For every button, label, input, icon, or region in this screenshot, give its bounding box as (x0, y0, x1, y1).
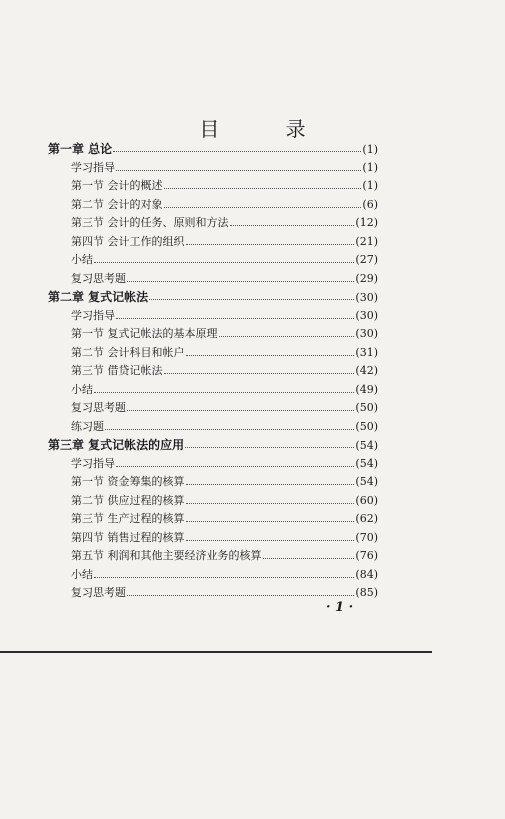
toc-entry (48, 196, 378, 215)
toc-page-number: (21) (355, 234, 378, 248)
toc-entry-label: 小结 (71, 567, 93, 581)
toc-entry (48, 159, 378, 178)
dot-leader (186, 483, 355, 485)
toc-entry (48, 381, 378, 400)
toc-page-number: (54) (355, 456, 378, 470)
toc-entry (48, 418, 378, 437)
toc-entry (48, 455, 378, 474)
toc-chapter (48, 140, 378, 159)
toc-entry-label: 学习指导 (71, 456, 115, 470)
toc-page-number: (1) (362, 179, 378, 192)
page-bottom-rule (0, 651, 432, 653)
dot-leader (94, 261, 354, 263)
toc-entry (48, 510, 378, 529)
dot-leader (263, 557, 355, 559)
toc-entry-label: 复习思考题 (71, 586, 126, 599)
dot-leader (164, 206, 362, 208)
toc-page-number: (29) (355, 271, 378, 285)
dot-leader (116, 465, 354, 467)
toc-entry (48, 473, 378, 492)
toc-page-number: (49) (355, 382, 378, 396)
toc-page-number: (30) (355, 308, 378, 322)
toc-entry-label: 第四节 销售过程的核算 (71, 530, 185, 544)
page-title: 目 录 (199, 117, 336, 142)
dot-leader (116, 317, 354, 319)
toc-page-number: (54) (355, 439, 378, 452)
toc-page-number: (62) (355, 512, 378, 525)
toc-entry-label: 第一章 总论 (48, 142, 113, 156)
dot-leader (219, 335, 355, 337)
dot-leader (230, 224, 355, 226)
toc-entry (48, 251, 378, 270)
toc-entry-label: 学习指导 (71, 308, 115, 322)
toc-page-number: (60) (355, 493, 378, 507)
toc-entry-label: 复习思考题 (71, 401, 126, 414)
dot-leader (94, 576, 354, 578)
toc-entry-label: 第四节 会计工作的组织 (71, 234, 185, 248)
dot-leader (164, 372, 355, 374)
toc-page-number: (1) (362, 160, 378, 174)
toc-entry (48, 307, 378, 326)
dot-leader (186, 354, 355, 356)
toc-entry (48, 529, 378, 548)
toc-page-number: (30) (355, 291, 378, 304)
toc-entry-label: 第三节 借贷记帐法 (71, 364, 163, 377)
toc-entry-label: 第一节 资金筹集的核算 (71, 475, 185, 488)
toc-page-number: (50) (355, 419, 378, 433)
toc-page-number: (70) (355, 530, 378, 544)
dot-leader (164, 187, 362, 189)
toc-entry-label: 第一节 会计的概述 (71, 179, 163, 192)
toc-page-number: (54) (355, 475, 378, 488)
toc-page-number: (42) (355, 364, 378, 377)
dot-leader (113, 150, 361, 152)
dot-leader (94, 391, 354, 393)
toc-entry-label: 第二节 会计的对象 (71, 197, 163, 211)
dot-leader (185, 446, 354, 448)
dot-leader (186, 243, 355, 245)
dot-leader (186, 520, 355, 522)
page-number: · 1 · (326, 600, 354, 615)
toc-chapter (48, 436, 378, 455)
toc-page-number: (1) (362, 143, 378, 156)
toc-page-number: (85) (355, 586, 378, 599)
toc-entry (48, 325, 378, 344)
toc-entry (48, 177, 378, 196)
toc-page-number: (30) (355, 327, 378, 340)
dot-leader (116, 169, 361, 171)
table-of-contents (48, 140, 378, 603)
dot-leader (149, 298, 354, 300)
toc-entry (48, 566, 378, 585)
toc-entry (48, 547, 378, 566)
toc-entry-label: 第二节 供应过程的核算 (71, 493, 185, 507)
toc-entry (48, 344, 378, 363)
toc-entry (48, 233, 378, 252)
toc-entry-label: 第二章 复式记帐法 (48, 290, 149, 304)
toc-entry-label: 第五节 利润和其他主要经济业务的核算 (71, 549, 262, 562)
toc-entry (48, 399, 378, 418)
toc-entry-label: 第三章 复式记帐法的应用 (48, 438, 185, 452)
toc-page-number: (27) (355, 253, 378, 266)
toc-entry-label: 第二节 会计科目和帐户 (71, 345, 185, 359)
dot-leader (186, 502, 355, 504)
toc-page-number: (31) (355, 345, 378, 359)
toc-entry-label: 第一节 复式记帐法的基本原理 (71, 327, 218, 340)
dot-leader (127, 280, 354, 282)
dot-leader (186, 539, 355, 541)
toc-chapter (48, 288, 378, 307)
dot-leader (127, 409, 354, 411)
dot-leader (127, 594, 354, 596)
toc-entry-label: 练习题 (71, 419, 104, 433)
toc-entry-label: 学习指导 (71, 160, 115, 174)
toc-entry (48, 492, 378, 511)
toc-entry-label: 第三节 生产过程的核算 (71, 512, 185, 525)
toc-page-number: (76) (355, 549, 378, 562)
toc-entry-label: 第三节 会计的任务、原则和方法 (71, 216, 229, 229)
toc-page-number: (50) (355, 401, 378, 414)
toc-entry (48, 214, 378, 233)
dot-leader (105, 428, 354, 430)
toc-entry-label: 小结 (71, 382, 93, 396)
toc-page-number: (6) (362, 197, 378, 211)
toc-entry-label: 复习思考题 (71, 271, 126, 285)
toc-entry-label: 小结 (71, 253, 93, 266)
toc-entry (48, 362, 378, 381)
toc-page-number: (84) (355, 567, 378, 581)
toc-entry (48, 270, 378, 289)
toc-page-number: (12) (355, 216, 378, 229)
